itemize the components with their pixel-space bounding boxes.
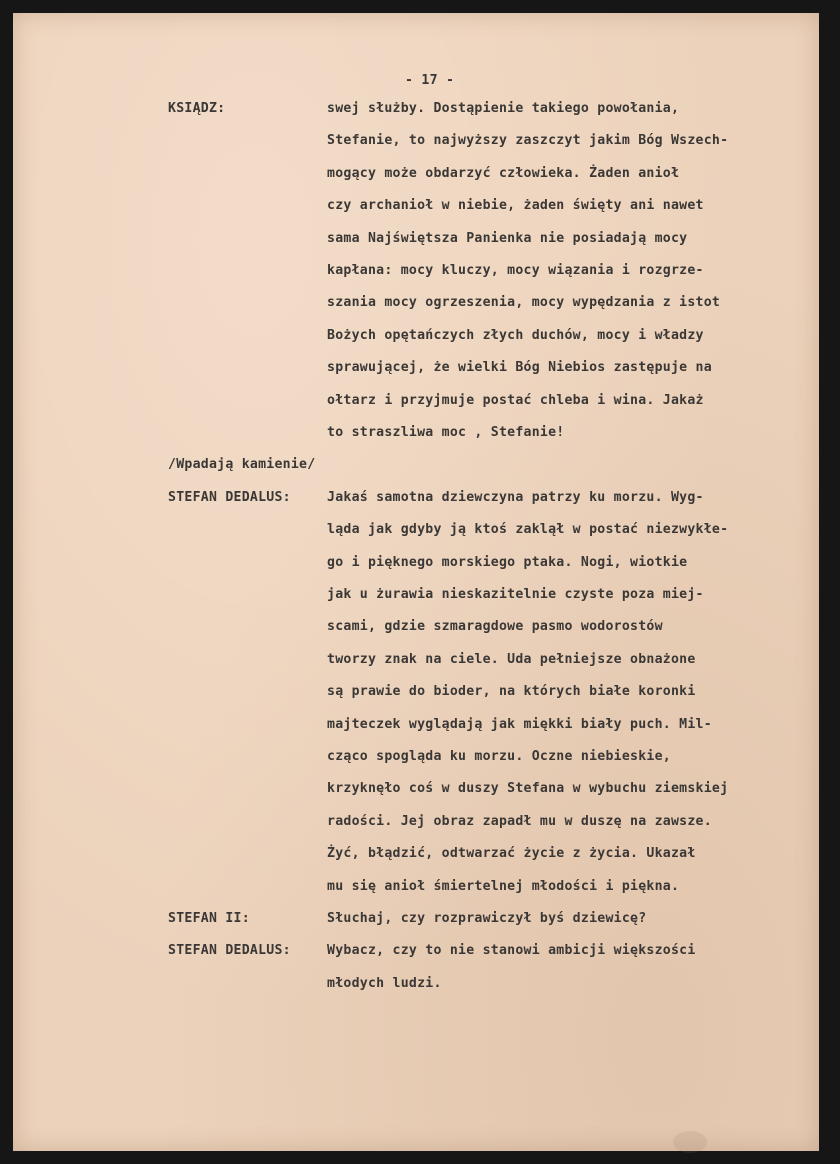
dialogue-line: majteczek wyglądają jak miękki biały puch. Mil- bbox=[327, 716, 712, 732]
dialogue-line: sama Najświętsza Panienka nie posiadają mocy bbox=[327, 230, 688, 246]
dialogue-line: ląda jak gdyby ją ktoś zaklął w postać niezwykłe- bbox=[327, 522, 729, 538]
dialogue-line: jak u żurawia nieskazitelnie czyste poza miej- bbox=[327, 587, 704, 602]
dialogue-line: są prawie do bioder, na których białe koronki bbox=[327, 684, 696, 700]
page-number: - 17 - bbox=[405, 73, 455, 88]
speaker-label: STEFAN II: bbox=[168, 911, 250, 926]
dialogue-line: Bożych opętańczych złych duchów, mocy i władzy bbox=[327, 327, 704, 343]
dialogue-line: swej służby. Dostąpienie takiego powołania, bbox=[327, 101, 680, 116]
dialogue-line: czy archanioł w niebie, żaden święty ani nawet bbox=[327, 198, 704, 214]
dialogue-line: Żyć, błądzić, odtwarzać życie z życia. Ukazał bbox=[327, 846, 696, 862]
dialogue-line: Słuchaj, czy rozprawiczył byś dziewicę? bbox=[327, 911, 647, 926]
dialogue-line: Jakaś samotna dziewczyna patrzy ku morzu. Wyg- bbox=[327, 489, 704, 505]
dialogue-line: tworzy znak na ciele. Uda pełniejsze obnażone bbox=[327, 651, 696, 667]
dialogue-line: radości. Jej obraz zapadł mu w duszę na zawsze. bbox=[327, 813, 712, 829]
dialogue-line: mogący może obdarzyć człowieka. Żaden anioł bbox=[327, 165, 680, 181]
dialogue-line: Wybacz, czy to nie stanowi ambicji większości bbox=[327, 943, 696, 959]
typewritten-page bbox=[13, 13, 819, 1151]
dialogue-line: mu się anioł śmiertelnej młodości i piękna. bbox=[327, 878, 680, 894]
dialogue-line: krzyknęło coś w duszy Stefana w wybuchu ziemskiej bbox=[327, 781, 729, 797]
speaker-label: KSIĄDZ: bbox=[168, 101, 226, 116]
dialogue-line: szania mocy ogrzeszenia, mocy wypędzania z istot bbox=[327, 295, 721, 311]
dialogue-line: cząco spogląda ku morzu. Oczne niebieskie, bbox=[327, 749, 671, 764]
dialogue-line: sprawującej, że wielki Bóg Niebios zastępuje na bbox=[327, 360, 712, 376]
dialogue-line: to straszliwa moc , Stefanie! bbox=[327, 425, 565, 440]
paper-stain bbox=[673, 1131, 707, 1153]
dialogue-line: scami, gdzie szmaragdowe pasmo wodorostów bbox=[327, 619, 663, 635]
dialogue-line: Stefanie, to najwyższy zaszczyt jakim Bóg Wszech- bbox=[327, 133, 729, 149]
speaker-label: /Wpadają kamienie/ bbox=[168, 457, 316, 473]
speaker-label: STEFAN DEDALUS: bbox=[168, 489, 291, 505]
dialogue-line: go i pięknego morskiego ptaka. Nogi, wiotkie bbox=[327, 554, 688, 570]
dialogue-line: młodych ludzi. bbox=[327, 975, 442, 991]
speaker-label: STEFAN DEDALUS: bbox=[168, 943, 291, 959]
dialogue-line: kapłana: mocy kluczy, mocy wiązania i rozgrze- bbox=[327, 263, 704, 278]
dialogue-line: ołtarz i przyjmuje postać chleba i wina. Jakaż bbox=[327, 392, 704, 408]
